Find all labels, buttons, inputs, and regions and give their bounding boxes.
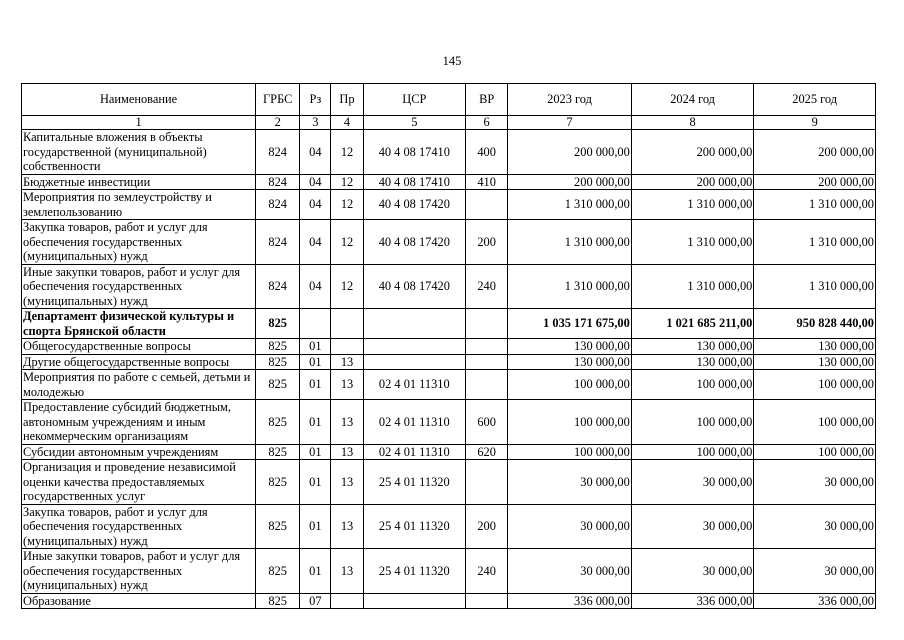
subsection-cell: 13 xyxy=(331,460,363,505)
expense-type-cell xyxy=(466,370,508,400)
amount-2023-cell: 1 035 171 675,00 xyxy=(508,309,632,339)
name-cell: Образование xyxy=(22,593,256,609)
target-article-cell: 25 4 01 11320 xyxy=(363,460,465,505)
expense-type-cell: 620 xyxy=(466,444,508,460)
table-row xyxy=(22,460,876,505)
target-article-cell: 40 4 08 17420 xyxy=(363,264,465,309)
subsection-cell: 12 xyxy=(331,220,363,265)
grbs-cell: 825 xyxy=(256,460,300,505)
section-cell: 01 xyxy=(300,504,331,549)
name-cell: Капитальные вложения в объекты государственной (муниципальной) собственности xyxy=(22,130,256,175)
column-number-cell: 3 xyxy=(300,116,331,130)
amount-2023-cell: 200 000,00 xyxy=(508,174,632,190)
amount-2023-cell: 1 310 000,00 xyxy=(508,190,632,220)
name-cell: Другие общегосударственные вопросы xyxy=(22,354,256,370)
expense-type-cell: 200 xyxy=(466,504,508,549)
table-row xyxy=(22,549,876,594)
column-number-row xyxy=(22,116,876,130)
expense-type-cell xyxy=(466,593,508,609)
grbs-cell: 825 xyxy=(256,444,300,460)
header-cell: 2025 год xyxy=(754,84,876,116)
amount-2025-cell: 1 310 000,00 xyxy=(754,264,876,309)
grbs-cell: 825 xyxy=(256,593,300,609)
table-row xyxy=(22,444,876,460)
table-row xyxy=(22,309,876,339)
subsection-cell: 13 xyxy=(331,549,363,594)
name-cell: Общегосударственные вопросы xyxy=(22,339,256,355)
section-cell: 04 xyxy=(300,190,331,220)
amount-2025-cell: 100 000,00 xyxy=(754,444,876,460)
subsection-cell xyxy=(331,593,363,609)
subsection-cell: 12 xyxy=(331,130,363,175)
section-cell: 01 xyxy=(300,370,331,400)
expense-type-cell xyxy=(466,354,508,370)
amount-2025-cell: 1 310 000,00 xyxy=(754,220,876,265)
target-article-cell: 25 4 01 11320 xyxy=(363,504,465,549)
amount-2024-cell: 100 000,00 xyxy=(631,370,754,400)
expense-type-cell: 240 xyxy=(466,549,508,594)
target-article-cell: 40 4 08 17410 xyxy=(363,130,465,175)
column-number-cell: 5 xyxy=(363,116,465,130)
table-row xyxy=(22,264,876,309)
column-number-cell: 2 xyxy=(256,116,300,130)
section-cell: 01 xyxy=(300,354,331,370)
table-row xyxy=(22,504,876,549)
amount-2023-cell: 130 000,00 xyxy=(508,339,632,355)
subsection-cell: 12 xyxy=(331,174,363,190)
grbs-cell: 825 xyxy=(256,370,300,400)
name-cell: Закупка товаров, работ и услуг для обеспечения государственных (муниципальных) нужд xyxy=(22,220,256,265)
expense-type-cell: 240 xyxy=(466,264,508,309)
grbs-cell: 825 xyxy=(256,354,300,370)
amount-2025-cell: 336 000,00 xyxy=(754,593,876,609)
amount-2023-cell: 130 000,00 xyxy=(508,354,632,370)
name-cell: Субсидии автономным учреждениям xyxy=(22,444,256,460)
amount-2025-cell: 30 000,00 xyxy=(754,460,876,505)
table-row xyxy=(22,190,876,220)
amount-2025-cell: 30 000,00 xyxy=(754,549,876,594)
amount-2025-cell: 950 828 440,00 xyxy=(754,309,876,339)
grbs-cell: 824 xyxy=(256,130,300,175)
header-cell: 2024 год xyxy=(631,84,754,116)
table-row xyxy=(22,130,876,175)
amount-2024-cell: 1 310 000,00 xyxy=(631,264,754,309)
section-cell: 01 xyxy=(300,444,331,460)
header-cell: ВР xyxy=(466,84,508,116)
amount-2024-cell: 200 000,00 xyxy=(631,130,754,175)
target-article-cell: 25 4 01 11320 xyxy=(363,549,465,594)
expense-type-cell xyxy=(466,190,508,220)
column-number-cell: 8 xyxy=(631,116,754,130)
subsection-cell: 13 xyxy=(331,504,363,549)
section-cell: 01 xyxy=(300,339,331,355)
target-article-cell xyxy=(363,339,465,355)
subsection-cell xyxy=(331,309,363,339)
amount-2023-cell: 100 000,00 xyxy=(508,444,632,460)
name-cell: Бюджетные инвестиции xyxy=(22,174,256,190)
amount-2023-cell: 200 000,00 xyxy=(508,130,632,175)
section-cell: 01 xyxy=(300,400,331,445)
target-article-cell: 02 4 01 11310 xyxy=(363,400,465,445)
subsection-cell: 13 xyxy=(331,400,363,445)
amount-2023-cell: 336 000,00 xyxy=(508,593,632,609)
subsection-cell: 12 xyxy=(331,264,363,309)
table-body xyxy=(22,130,876,609)
section-cell: 04 xyxy=(300,220,331,265)
column-number-cell: 1 xyxy=(22,116,256,130)
name-cell: Закупка товаров, работ и услуг для обеспечения государственных (муниципальных) нужд xyxy=(22,504,256,549)
target-article-cell xyxy=(363,309,465,339)
amount-2023-cell: 100 000,00 xyxy=(508,370,632,400)
amount-2025-cell: 100 000,00 xyxy=(754,370,876,400)
name-cell: Мероприятия по землеустройству и землепользованию xyxy=(22,190,256,220)
name-cell: Организация и проведение независимой оценки качества предоставляемых государственных услуг xyxy=(22,460,256,505)
name-cell: Иные закупки товаров, работ и услуг для обеспечения государственных (муниципальных) нужд xyxy=(22,264,256,309)
amount-2023-cell: 30 000,00 xyxy=(508,504,632,549)
expense-type-cell: 200 xyxy=(466,220,508,265)
target-article-cell: 40 4 08 17410 xyxy=(363,174,465,190)
grbs-cell: 824 xyxy=(256,190,300,220)
amount-2024-cell: 30 000,00 xyxy=(631,504,754,549)
table-row xyxy=(22,593,876,609)
amount-2024-cell: 100 000,00 xyxy=(631,400,754,445)
subsection-cell: 13 xyxy=(331,444,363,460)
header-cell: ГРБС xyxy=(256,84,300,116)
amount-2025-cell: 30 000,00 xyxy=(754,504,876,549)
amount-2024-cell: 200 000,00 xyxy=(631,174,754,190)
column-number-cell: 9 xyxy=(754,116,876,130)
target-article-cell: 02 4 01 11310 xyxy=(363,370,465,400)
amount-2024-cell: 1 310 000,00 xyxy=(631,190,754,220)
expense-type-cell: 410 xyxy=(466,174,508,190)
grbs-cell: 825 xyxy=(256,339,300,355)
subsection-cell xyxy=(331,339,363,355)
target-article-cell: 40 4 08 17420 xyxy=(363,190,465,220)
amount-2024-cell: 30 000,00 xyxy=(631,549,754,594)
grbs-cell: 825 xyxy=(256,400,300,445)
grbs-cell: 825 xyxy=(256,504,300,549)
subsection-cell: 13 xyxy=(331,370,363,400)
subsection-cell: 13 xyxy=(331,354,363,370)
name-cell: Департамент физической культуры и спорта Брянской области xyxy=(22,309,256,339)
amount-2024-cell: 1 021 685 211,00 xyxy=(631,309,754,339)
expense-type-cell xyxy=(466,460,508,505)
table-row xyxy=(22,354,876,370)
amount-2025-cell: 1 310 000,00 xyxy=(754,190,876,220)
page-number: 145 xyxy=(442,54,462,68)
column-number-cell: 6 xyxy=(466,116,508,130)
grbs-cell: 824 xyxy=(256,174,300,190)
header-cell: 2023 год xyxy=(508,84,632,116)
section-cell: 04 xyxy=(300,130,331,175)
name-cell: Мероприятия по работе с семьей, детьми и молодежью xyxy=(22,370,256,400)
expense-type-cell: 400 xyxy=(466,130,508,175)
header-cell: Пр xyxy=(331,84,363,116)
amount-2023-cell: 30 000,00 xyxy=(508,460,632,505)
section-cell: 07 xyxy=(300,593,331,609)
target-article-cell: 02 4 01 11310 xyxy=(363,444,465,460)
table-row xyxy=(22,400,876,445)
amount-2025-cell: 100 000,00 xyxy=(754,400,876,445)
column-number-cell: 7 xyxy=(508,116,632,130)
amount-2025-cell: 130 000,00 xyxy=(754,354,876,370)
amount-2023-cell: 1 310 000,00 xyxy=(508,220,632,265)
table-row xyxy=(22,220,876,265)
amount-2024-cell: 336 000,00 xyxy=(631,593,754,609)
table-row xyxy=(22,370,876,400)
budget-table xyxy=(21,83,876,609)
header-cell: Рз xyxy=(300,84,331,116)
section-cell: 04 xyxy=(300,174,331,190)
amount-2024-cell: 30 000,00 xyxy=(631,460,754,505)
name-cell: Иные закупки товаров, работ и услуг для обеспечения государственных (муниципальных) нужд xyxy=(22,549,256,594)
target-article-cell: 40 4 08 17420 xyxy=(363,220,465,265)
header-row xyxy=(22,84,876,116)
header-cell: ЦСР xyxy=(363,84,465,116)
header-cell: Наименование xyxy=(22,84,256,116)
expense-type-cell xyxy=(466,309,508,339)
section-cell xyxy=(300,309,331,339)
amount-2023-cell: 1 310 000,00 xyxy=(508,264,632,309)
grbs-cell: 825 xyxy=(256,309,300,339)
table-row xyxy=(22,339,876,355)
table-row xyxy=(22,174,876,190)
amount-2024-cell: 130 000,00 xyxy=(631,339,754,355)
expense-type-cell xyxy=(466,339,508,355)
amount-2025-cell: 130 000,00 xyxy=(754,339,876,355)
target-article-cell xyxy=(363,593,465,609)
amount-2024-cell: 130 000,00 xyxy=(631,354,754,370)
section-cell: 04 xyxy=(300,264,331,309)
section-cell: 01 xyxy=(300,460,331,505)
section-cell: 01 xyxy=(300,549,331,594)
column-number-cell: 4 xyxy=(331,116,363,130)
amount-2025-cell: 200 000,00 xyxy=(754,174,876,190)
amount-2023-cell: 100 000,00 xyxy=(508,400,632,445)
grbs-cell: 824 xyxy=(256,264,300,309)
amount-2024-cell: 1 310 000,00 xyxy=(631,220,754,265)
amount-2025-cell: 200 000,00 xyxy=(754,130,876,175)
amount-2023-cell: 30 000,00 xyxy=(508,549,632,594)
grbs-cell: 825 xyxy=(256,549,300,594)
name-cell: Предоставление субсидий бюджетным, автономным учреждениям и иным некоммерческим организациям xyxy=(22,400,256,445)
target-article-cell xyxy=(363,354,465,370)
expense-type-cell: 600 xyxy=(466,400,508,445)
subsection-cell: 12 xyxy=(331,190,363,220)
amount-2024-cell: 100 000,00 xyxy=(631,444,754,460)
grbs-cell: 824 xyxy=(256,220,300,265)
